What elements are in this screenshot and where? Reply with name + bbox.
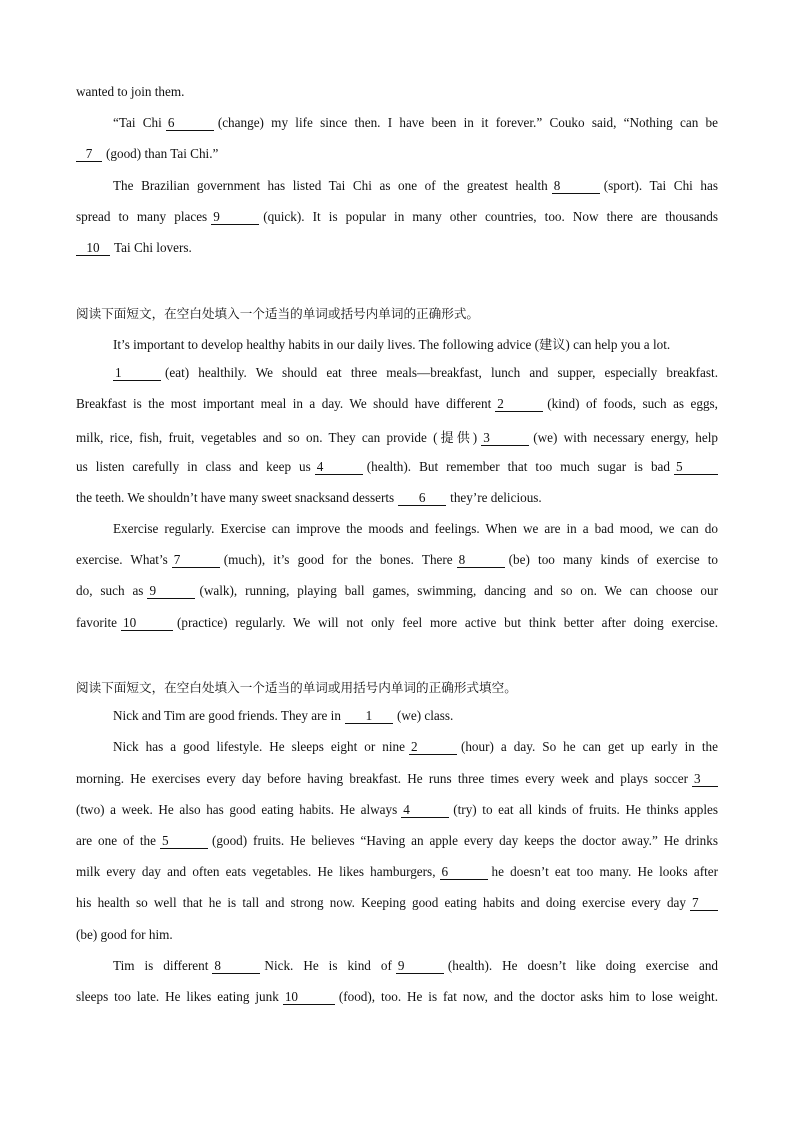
text: (we) class. [396, 708, 454, 723]
text: (hour) a day. So he can get up early in the [460, 739, 718, 754]
text: (be) too many kinds of exercise to [508, 552, 718, 567]
answer-blank[interactable]: 6 [398, 491, 446, 506]
answer-blank[interactable]: 10 [283, 990, 335, 1005]
text: (practice) regularly. We will not only feel more active but think better after doing exercise. [177, 615, 718, 630]
answer-blank[interactable]: 3 [692, 772, 718, 787]
text: Tim is different [113, 958, 209, 973]
text-line [76, 895, 718, 911]
answer-blank[interactable]: 8 [552, 179, 600, 194]
answer-blank[interactable]: 6 [440, 865, 488, 880]
text: us listen carefully in class and keep us [76, 459, 311, 474]
text: wanted to join them. [76, 84, 185, 99]
text: (much), it’s good for the bones. There [223, 552, 453, 567]
text: (health). But remember that too much sugar is bad [366, 459, 670, 474]
text: do, such as [76, 583, 144, 598]
text: (try) to eat all kinds of fruits. He thinks apples [453, 802, 718, 817]
text: (eat) healthily. We should eat three meals—breakfast, lunch and supper, especially breakfast. [165, 365, 718, 380]
text: Nick and Tim are good friends. They are in [113, 708, 341, 723]
text-line [76, 240, 718, 256]
section-heading: 阅读下面短文，在空白处填入一个适当的单词或用括号内单词的正确形式填空。 [76, 680, 517, 695]
text: (be) good for him. [76, 927, 173, 942]
text: Nick. He is kind of [264, 958, 392, 973]
text-line [113, 115, 718, 131]
text: milk, rice, fish, fruit, vegetables and so on. They can provide (提供) [76, 430, 478, 445]
text-line [76, 864, 718, 880]
text: “Tai Chi [113, 115, 162, 130]
answer-blank[interactable]: 9 [396, 959, 444, 974]
text-line [113, 958, 718, 974]
text-line [113, 708, 718, 724]
text: Breakfast is the most important meal in a day. We should have different [76, 396, 492, 411]
text: Tai Chi lovers. [114, 240, 192, 255]
answer-blank[interactable]: 7 [172, 553, 220, 568]
answer-blank[interactable]: 9 [147, 584, 195, 599]
text: milk every day and often eats vegetables. He likes hamburgers, [76, 864, 436, 879]
text: Exercise regularly. Exercise can improve the moods and feelings. When we are in a bad mood, we can do [113, 521, 718, 536]
answer-blank[interactable]: 4 [315, 460, 363, 475]
answer-blank[interactable]: 7 [690, 896, 718, 911]
text: he doesn’t eat too many. He looks after [491, 864, 718, 879]
text: sleeps too late. He likes eating junk [76, 989, 279, 1004]
answer-blank[interactable]: 5 [160, 834, 208, 849]
text: The Brazilian government has listed Tai Chi as one of the greatest health [113, 178, 548, 193]
text-line [76, 552, 718, 568]
answer-blank[interactable]: 10 [121, 616, 173, 631]
text-line [76, 427, 718, 446]
text: (good) than Tai Chi.” [106, 146, 219, 161]
text-line [76, 490, 718, 506]
text: the teeth. We shouldn’t have many sweet snacksand desserts [76, 490, 395, 505]
answer-blank[interactable]: 4 [401, 803, 449, 818]
text: his health so well that he is tall and strong now. Keeping good eating habits and doing exercise every day [76, 895, 686, 910]
text-line [113, 178, 718, 194]
answer-blank[interactable]: 1 [345, 709, 393, 724]
text: morning. He exercises every day before having breakfast. He runs three times every week and plays soccer [76, 771, 688, 786]
answer-blank[interactable]: 1 [113, 366, 161, 381]
section-heading: 阅读下面短文，在空白处填入一个适当的单词或括号内单词的正确形式。 [76, 306, 479, 321]
text-line [76, 989, 718, 1005]
answer-blank[interactable]: 9 [211, 210, 259, 225]
answer-blank[interactable]: 6 [166, 116, 214, 131]
text-line [76, 802, 718, 818]
answer-blank[interactable]: 10 [76, 241, 110, 256]
text: (health). He doesn’t like doing exercise and [447, 958, 719, 973]
text-line [113, 739, 718, 755]
text: (change) my life since then. I have been in it forever.” Couko said, “Nothing can be [217, 115, 718, 130]
answer-blank[interactable]: 2 [495, 397, 543, 412]
answer-blank[interactable]: 7 [76, 147, 102, 162]
text: (two) a week. He also has good eating habits. He always [76, 802, 398, 817]
text-line [76, 209, 718, 225]
text: spread to many places [76, 209, 208, 224]
text: (quick). It is popular in many other countries, too. Now there are thousands [263, 209, 718, 224]
answer-blank[interactable]: 2 [409, 740, 457, 755]
text-line [76, 927, 718, 943]
answer-blank[interactable]: 5 [674, 460, 718, 475]
text: are one of the [76, 833, 156, 848]
text: favorite [76, 615, 118, 630]
text: they’re delicious. [450, 490, 542, 505]
text-line [76, 459, 718, 475]
text-line [76, 615, 718, 631]
text: (food), too. He is fat now, and the doctor asks him to lose weight. [338, 989, 718, 1004]
text: (sport). Tai Chi has [603, 178, 718, 193]
answer-blank[interactable]: 8 [457, 553, 505, 568]
text-line [76, 84, 718, 100]
text-line [76, 583, 718, 599]
answer-blank[interactable]: 3 [481, 431, 529, 446]
text: Nick has a good lifestyle. He sleeps eight or nine [113, 739, 405, 754]
text: It’s important to develop healthy habits in our daily lives. The following advice (建议) can help you a lot. [113, 337, 671, 352]
text-line [76, 146, 718, 162]
text-line [113, 365, 718, 381]
text: (good) fruits. He believes “Having an apple every day keeps the doctor away.” He drinks [211, 833, 718, 848]
text: exercise. What’s [76, 552, 168, 567]
text-line [113, 334, 718, 353]
text-line [113, 521, 718, 537]
text-line [76, 396, 718, 412]
text: (kind) of foods, such as eggs, [547, 396, 718, 411]
text: (we) with necessary energy, help [533, 430, 718, 445]
text: (walk), running, playing ball games, swimming, dancing and so on. We can choose our [199, 583, 718, 598]
answer-blank[interactable]: 8 [212, 959, 260, 974]
text-line [76, 833, 718, 849]
text-line [76, 771, 718, 787]
